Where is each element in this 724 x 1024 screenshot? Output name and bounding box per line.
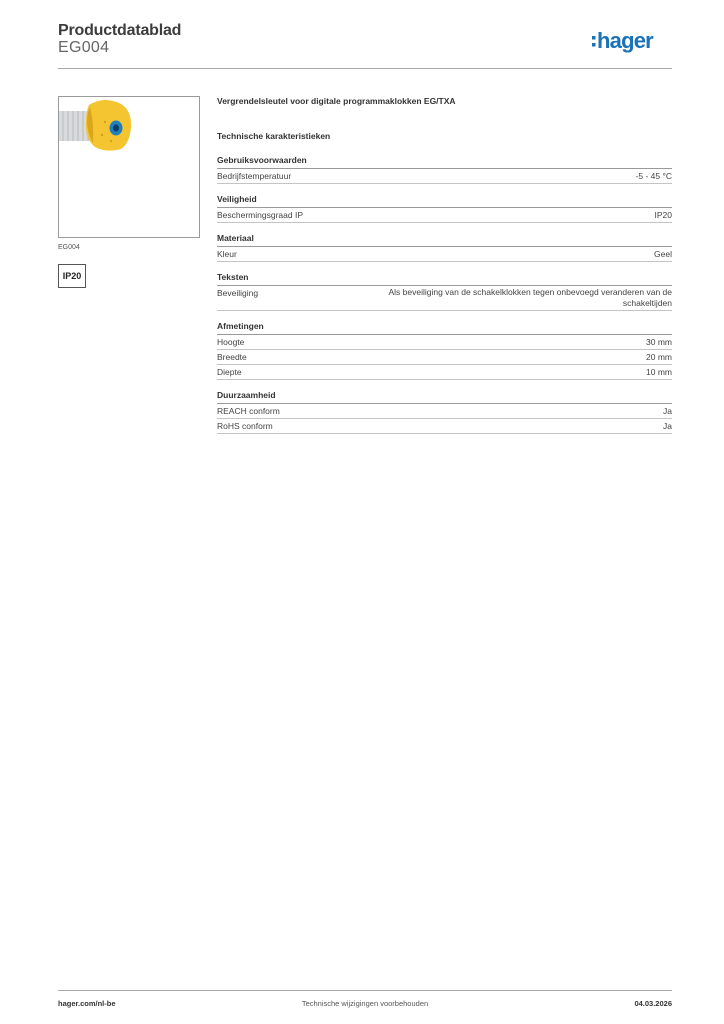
spec-group-title: Duurzaamheid <box>217 390 672 404</box>
spec-row <box>217 247 672 262</box>
spec-row <box>217 350 672 365</box>
product-code: EG004 <box>58 39 110 56</box>
spec-group-title: Materiaal <box>217 233 672 247</box>
footer-divider <box>58 990 672 991</box>
document-title: Productdatablad <box>58 22 182 39</box>
spec-group-title: Teksten <box>217 272 672 286</box>
spec-group <box>217 390 672 434</box>
spec-row <box>217 208 672 223</box>
product-description: Vergrendelsleutel voor digitale programmaklokken EG/TXA <box>217 96 456 106</box>
spec-value: -5 - 45 °C <box>635 171 672 181</box>
product-image <box>59 97 199 237</box>
footer-note: Technische wijzigingen voorbehouden <box>301 999 429 1008</box>
product-image-frame <box>58 96 200 238</box>
footer-date: 04.03.2026 <box>634 999 672 1008</box>
spec-label: Bedrijfstemperatuur <box>217 171 292 181</box>
page-header <box>58 20 672 70</box>
image-caption: EG004 <box>58 244 80 251</box>
spec-value: 10 mm <box>646 367 672 377</box>
ip-rating-badge: IP20 <box>58 264 86 288</box>
spec-value: 20 mm <box>646 352 672 362</box>
spec-value: Als beveiliging van de schakelklokken tegen onbevoegd veranderen van de schakeltijden <box>388 287 672 308</box>
spec-group-title: Veiligheid <box>217 194 672 208</box>
spec-group <box>217 194 672 223</box>
spec-content <box>217 96 672 444</box>
spec-label: RoHS conform <box>217 421 273 431</box>
spec-group <box>217 272 672 311</box>
spec-row <box>217 335 672 350</box>
spec-row <box>217 169 672 184</box>
spec-label: REACH conform <box>217 406 280 416</box>
spec-group <box>217 233 672 262</box>
footer-website-link[interactable]: hager.com/nl-be <box>58 999 116 1008</box>
spec-row <box>217 365 672 380</box>
hager-logo[interactable] <box>592 28 672 54</box>
spec-label: Beschermingsgraad IP <box>217 210 303 220</box>
spec-label: Diepte <box>217 367 242 377</box>
spec-value: Geel <box>654 249 672 259</box>
spec-groups <box>217 155 672 434</box>
spec-value: Ja <box>663 406 672 416</box>
spec-label: Beveiliging <box>217 288 259 298</box>
header-divider <box>58 68 672 69</box>
spec-label: Hoogte <box>217 337 245 347</box>
section-title: Technische karakteristieken <box>217 131 331 141</box>
spec-group-title: Afmetingen <box>217 321 672 335</box>
spec-group <box>217 155 672 184</box>
spec-row <box>217 419 672 434</box>
spec-value: IP20 <box>654 210 672 220</box>
spec-value: Ja <box>663 421 672 431</box>
spec-row <box>217 286 672 311</box>
spec-label: Kleur <box>217 249 237 259</box>
spec-group-title: Gebruiksvoorwaarden <box>217 155 672 169</box>
spec-label: Breedte <box>217 352 247 362</box>
spec-row <box>217 404 672 419</box>
spec-value: 30 mm <box>646 337 672 347</box>
spec-group <box>217 321 672 380</box>
svg-text:hager: hager <box>597 28 653 53</box>
